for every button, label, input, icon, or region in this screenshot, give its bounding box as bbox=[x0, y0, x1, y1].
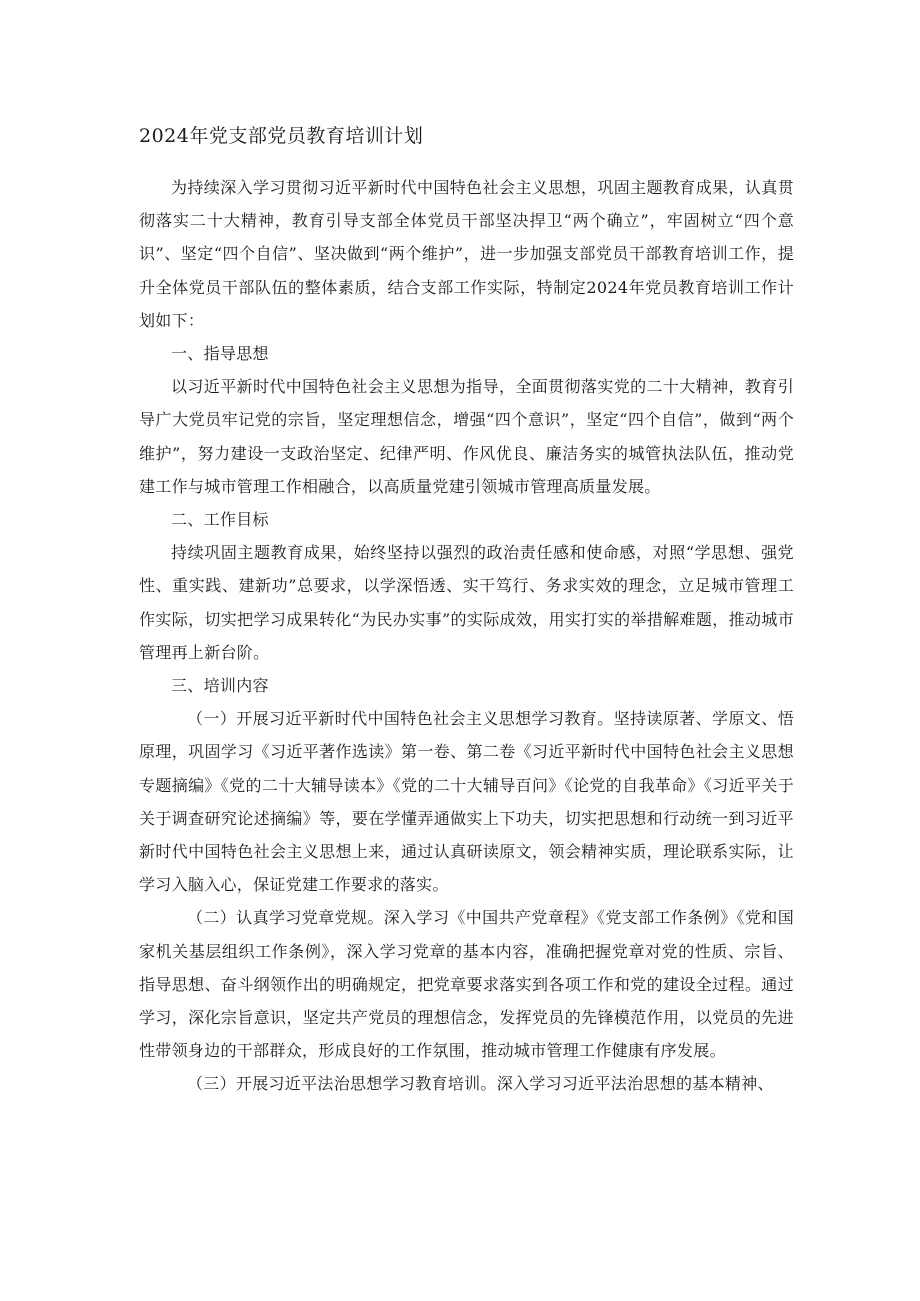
document-body bbox=[139, 171, 794, 1101]
section-heading-training-content: 三、培训内容 bbox=[171, 676, 269, 696]
training-item-1: （一）开展习近平新时代中国特色社会主义思想学习教育。坚持读原著、学原文、悟原理，巩固学习《习近平著作选读》第一卷、第二卷《习近平新时代中国特色社会主义思想专题摘编》《党的二十大辅导读本》《党的二十大辅导百问》《论党的自我革命》《习近平关于关于调查研究论述摘编》等，要在学懂弄通做实上下功夫，切实把思想和行动统一到习近平新时代中国特色社会主义思想上来，通过认真研读原文，领会精神实质，理论联系实际，让学习入脑入心，保证党建工作要求的落实。 bbox=[139, 709, 794, 895]
document-title: 2024年党支部党员教育培训计划 bbox=[139, 125, 424, 147]
section-body-guiding-ideology: 以习近平新时代中国特色社会主义思想为指导，全面贯彻落实党的二十大精神，教育引导广大党员牢记党的宗旨，坚定理想信念，增强“四个意识”，坚定“四个自信”，做到“两个维护”，努力建设一支政治坚定、纪律严明、作风优良、廉洁务实的城管执法队伍，推动党建工作与城市管理工作相融合，以高质量党建引领城市管理高质量发展。 bbox=[139, 377, 794, 496]
training-item-2: （二）认真学习党章党规。深入学习《中国共产党章程》《党支部工作条例》《党和国家机关基层组织工作条例》，深入学习党章的基本内容，准确把握党章对党的性质、宗旨、指导思想、奋斗纲领作出的明确规定，把党章要求落实到各项工作和党的建设全过程。通过学习，深化宗旨意识，坚定共产党员的理想信念，发挥党员的先锋模范作用，以党员的先进性带领身边的干部群众，形成良好的工作氛围，推动城市管理工作健康有序发展。 bbox=[139, 908, 794, 1061]
section-heading-work-goals: 二、工作目标 bbox=[171, 510, 269, 530]
section-heading-guiding-ideology: 一、指导思想 bbox=[171, 344, 269, 364]
intro-paragraph: 为持续深入学习贯彻习近平新时代中国特色社会主义思想，巩固主题教育成果，认真贯彻落实二十大精神，教育引导支部全体党员干部坚决捍卫“两个确立”，牢固树立“四个意识”、坚定“四个自信”、坚决做到“两个维护”，进一步加强支部党员干部教育培训工作，提升全体党员干部队伍的整体素质，结合支部工作实际，特制定2024年党员教育培训工作计划如下： bbox=[139, 178, 794, 330]
section-body-work-goals: 持续巩固主题教育成果，始终坚持以强烈的政治责任感和使命感，对照“学思想、强党性、重实践、建新功”总要求，以学深悟透、实干笃行、务求实效的理念，立足城市管理工作实际，切实把学习成果转化“为民办实事”的实际成效，用实打实的举措解难题，推动城市管理再上新台阶。 bbox=[139, 543, 794, 662]
training-item-3: （三）开展习近平法治思想学习教育培训。深入学习习近平法治思想的基本精神、 bbox=[187, 1074, 774, 1094]
